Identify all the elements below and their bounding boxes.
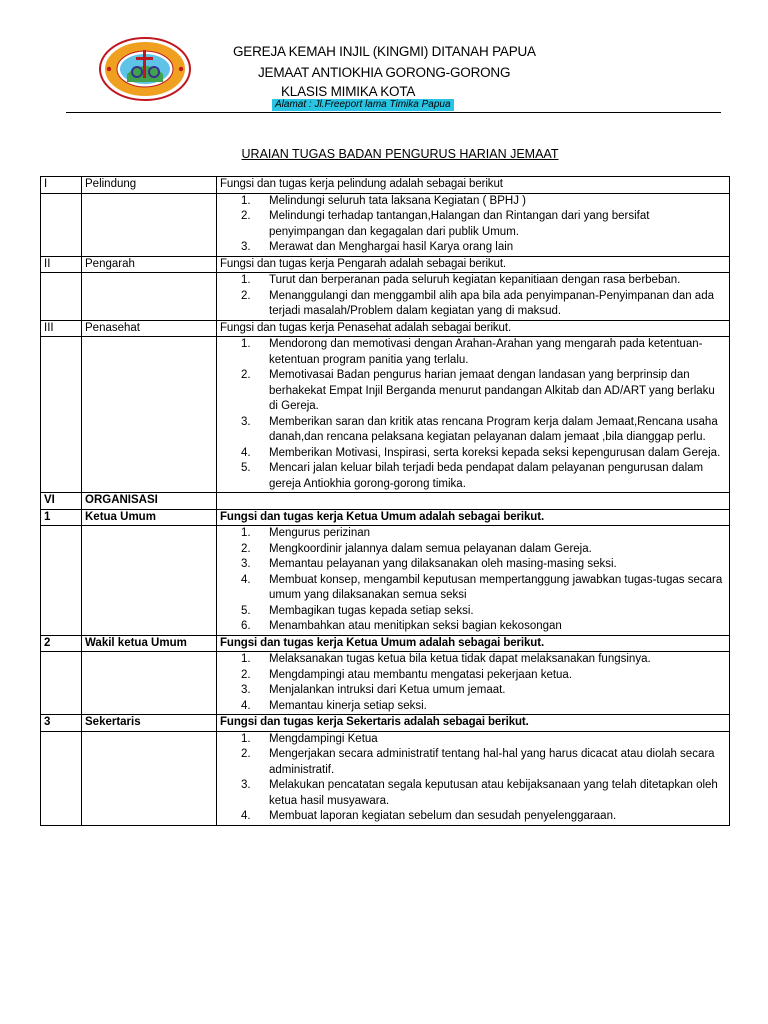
section-items-row — [41, 731, 730, 825]
list-text: Melindungi terhadap tantangan,Halangan dan Rintangan dari yang bersifat penyimpangan dan kegagalan dari publik Umum. — [269, 210, 650, 238]
section-role: ORGANISASI — [82, 493, 217, 510]
section-items-row — [41, 337, 730, 493]
list-text: Mendorong dan memotivasi dengan Arahan-Arahan yang mengarah pada ketentuan-ketentuan program panitia yang terlalu. — [269, 338, 703, 366]
duty-list — [220, 652, 726, 714]
list-item — [241, 683, 726, 699]
list-number: 5. — [241, 604, 251, 617]
list-item — [241, 732, 726, 748]
section-header-row — [41, 715, 730, 732]
list-text: Melakukan pencatatan segala keputusan atau kebijaksanaan yang telah ditetapkan oleh ketua hasil musyawara. — [269, 779, 718, 807]
list-number: 4. — [241, 699, 251, 712]
list-item — [241, 652, 726, 668]
list-number: 2. — [241, 748, 251, 760]
list-item — [241, 619, 726, 635]
list-text: Melaksanakan tugas ketua bila ketua tidak dapat melaksanakan fungsinya. — [269, 653, 651, 665]
list-text: Melindungi seluruh tata laksana Kegiatan ( BPHJ ) — [269, 194, 526, 207]
list-number: 1. — [241, 338, 251, 350]
empty-cell — [41, 337, 82, 493]
list-item — [241, 668, 726, 684]
section-header-row — [41, 635, 730, 652]
list-number: 1. — [241, 527, 251, 539]
section-role: Pengarah — [82, 256, 217, 273]
list-item — [241, 368, 726, 415]
list-number: 2. — [241, 369, 251, 381]
section-number: III — [41, 320, 82, 337]
list-text: Mengurus perizinan — [269, 527, 371, 539]
section-items-row — [41, 193, 730, 256]
list-text: Mengdampingi atau membantu mengatasi pekerjaan ketua. — [269, 668, 573, 681]
list-text: Menjalankan intruksi dari Ketua umum jemaat. — [269, 684, 506, 696]
address: Alamat : Jl.Freeport lama Timika Papua — [272, 99, 454, 111]
list-item — [241, 446, 726, 462]
list-text: Membuat konsep, mengambil keputusan mempertanggung jawabkan tugas-tugas secara umum yang dilaksanakan semua seksi — [269, 573, 723, 601]
list-item — [241, 415, 726, 446]
section-items-row — [41, 526, 730, 636]
list-item — [241, 778, 726, 809]
empty-cell — [41, 273, 82, 321]
list-text: Memberikan saran dan kritik atas rencana Program kerja dalam Jemaat,Rencana usaha danah,dan rencana pelaksana kegiatan pelayanan dalam jemaat ,bila dianggap perlu. — [269, 415, 718, 443]
section-header-row — [41, 177, 730, 194]
list-item — [241, 809, 726, 825]
section-role: Wakil ketua Umum — [82, 635, 217, 652]
duty-list — [220, 194, 726, 256]
section-number: 2 — [41, 635, 82, 652]
list-item — [241, 337, 726, 368]
empty-cell — [82, 652, 217, 715]
list-text: Menambahkan atau menitipkan seksi bagian kekosongan — [269, 620, 562, 632]
list-number: 2. — [241, 289, 251, 302]
header-divider — [66, 112, 721, 113]
empty-cell — [41, 526, 82, 636]
section-number: 3 — [41, 715, 82, 732]
empty-cell — [82, 193, 217, 256]
list-text: Memotivasai Badan pengurus harian jemaat dengan landasan yang berprinsip dan berhakekat Empat Injil Berganda menurut pandangan Alkitab dan AD/ART yang berlaku di Gereja. — [269, 369, 715, 412]
list-number: 1. — [241, 274, 251, 286]
list-text: Membagikan tugas kepada setiap seksi. — [269, 604, 474, 617]
list-text: Mengerjakan secara administratif tentang hal-hal yang harus dicacat atau diolah secara administratif. — [269, 748, 715, 776]
classis-name: KLASIS MIMIKA KOTA — [281, 84, 416, 99]
list-text: Menanggulangi dan menggambil alih apa bila ada penyimpanan-Penyimpanan dan ada terjadi masalah/Problem dalam kegiatan yang di maksud. — [269, 289, 714, 317]
list-number: 4. — [241, 810, 251, 822]
congregation-name: JEMAAT ANTIOKHIA GORONG-GORONG — [258, 65, 511, 80]
section-header-row — [41, 256, 730, 273]
section-header-row — [41, 320, 730, 337]
section-role: Penasehat — [82, 320, 217, 337]
empty-cell — [41, 731, 82, 825]
list-item — [241, 747, 726, 778]
list-number: 2. — [241, 210, 251, 222]
list-text: Mencari jalan keluar bilah terjadi beda pendapat dalam pelayanan pengurusan dalam gereja Antiokhia gorong-gorong timika. — [269, 462, 704, 490]
section-items — [217, 193, 730, 256]
list-number: 4. — [241, 446, 251, 459]
section-heading: Fungsi dan tugas kerja pelindung adalah sebagai berikut — [217, 177, 730, 194]
section-number: II — [41, 256, 82, 273]
empty-cell — [82, 337, 217, 493]
church-name: GEREJA KEMAH INJIL (KINGMI) DITANAH PAPUA — [233, 44, 536, 59]
empty-cell — [82, 731, 217, 825]
section-role: Sekertaris — [82, 715, 217, 732]
list-item — [241, 240, 726, 256]
section-items — [217, 652, 730, 715]
list-text: Merawat dan Menghargai hasil Karya orang lain — [269, 241, 514, 253]
duties-table — [40, 176, 730, 826]
list-item — [241, 604, 726, 620]
list-item — [241, 557, 726, 573]
list-item — [241, 461, 726, 492]
section-role: Ketua Umum — [82, 509, 217, 526]
letterhead — [0, 0, 768, 120]
list-number: 3. — [241, 558, 251, 570]
section-number: VI — [41, 493, 82, 510]
section-header-row — [41, 509, 730, 526]
list-text: Memantau kinerja setiap seksi. — [269, 699, 427, 712]
section-heading: Fungsi dan tugas kerja Sekertaris adalah sebagai berikut. — [217, 715, 730, 732]
section-heading: Fungsi dan tugas kerja Ketua Umum adalah sebagai berikut. — [217, 509, 730, 526]
list-item — [241, 209, 726, 240]
list-number: 2. — [241, 542, 251, 555]
empty-cell — [217, 493, 730, 510]
empty-cell — [41, 652, 82, 715]
duty-list — [220, 732, 726, 825]
list-item — [241, 526, 726, 542]
section-items-row — [41, 273, 730, 321]
empty-cell — [41, 193, 82, 256]
list-number: 3. — [241, 779, 251, 791]
list-text: Turut dan berperanan pada seluruh kegiatan kepanitiaan dengan rasa berbeban. — [269, 274, 681, 286]
list-item — [241, 573, 726, 604]
list-number: 1. — [241, 653, 251, 665]
list-text: Memberikan Motivasi, Inspirasi, serta koreksi kepada seksi kepengurusan dalam Gereja. — [269, 446, 721, 459]
list-text: Mengkoordinir jalannya dalam semua pelayanan dalam Gereja. — [269, 542, 592, 555]
document-title: URAIAN TUGAS BADAN PENGURUS HARIAN JEMAAT — [241, 147, 559, 161]
list-number: 4. — [241, 573, 251, 586]
section-items — [217, 273, 730, 321]
section-heading: Fungsi dan tugas kerja Penasehat adalah sebagai berikut. — [217, 320, 730, 337]
section-heading: Fungsi dan tugas kerja Pengarah adalah sebagai berikut. — [217, 256, 730, 273]
list-item — [241, 699, 726, 715]
church-logo-icon — [98, 36, 192, 102]
list-number: 1. — [241, 732, 251, 745]
list-number: 1. — [241, 194, 251, 207]
organisasi-row — [41, 493, 730, 510]
duty-list — [220, 273, 726, 320]
empty-cell — [82, 526, 217, 636]
list-number: 5. — [241, 462, 251, 474]
section-items-row — [41, 652, 730, 715]
list-number: 6. — [241, 620, 251, 632]
list-number: 3. — [241, 241, 251, 253]
list-item — [241, 273, 726, 289]
list-text: Memantau pelayanan yang dilaksanakan oleh masing-masing seksi. — [269, 558, 617, 570]
list-item — [241, 542, 726, 558]
duty-list — [220, 526, 726, 635]
list-item — [241, 289, 726, 320]
section-items — [217, 337, 730, 493]
section-items — [217, 526, 730, 636]
list-item — [241, 194, 726, 210]
list-number: 3. — [241, 684, 251, 696]
list-text: Mengdampingi Ketua — [269, 732, 378, 745]
section-role: Pelindung — [82, 177, 217, 194]
section-number: 1 — [41, 509, 82, 526]
duty-list — [220, 337, 726, 492]
list-text: Membuat laporan kegiatan sebelum dan sesudah penyelenggaraan. — [269, 810, 617, 822]
empty-cell — [82, 273, 217, 321]
list-number: 3. — [241, 415, 251, 428]
list-number: 2. — [241, 668, 251, 681]
section-items — [217, 731, 730, 825]
section-number: I — [41, 177, 82, 194]
section-heading: Fungsi dan tugas kerja Ketua Umum adalah sebagai berikut. — [217, 635, 730, 652]
